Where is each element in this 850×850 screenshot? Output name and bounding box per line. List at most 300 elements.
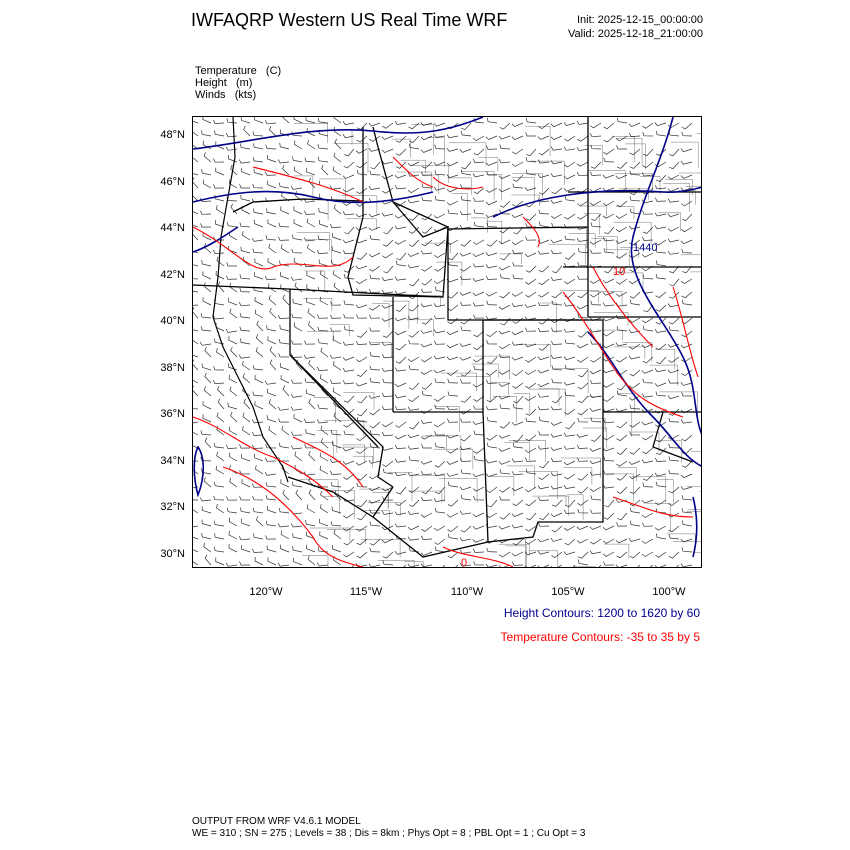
wind-barb	[461, 435, 471, 441]
wind-barb	[334, 117, 341, 123]
wind-barb	[669, 552, 679, 558]
wind-barb	[656, 292, 666, 298]
wind-barb	[525, 383, 536, 388]
wind-barb	[408, 162, 419, 166]
wind-barb	[474, 222, 484, 227]
wind-barb	[343, 121, 354, 124]
wind-barb	[642, 513, 653, 518]
wind-barb	[590, 380, 601, 384]
county-line	[665, 179, 692, 195]
wind-barb	[564, 485, 575, 488]
county-line	[471, 218, 488, 233]
wind-barb	[591, 162, 601, 168]
wind-barb	[513, 370, 524, 376]
wind-barb	[447, 473, 458, 476]
wind-barb	[243, 361, 251, 370]
wind-barb	[240, 184, 250, 188]
wind-barb	[330, 471, 341, 475]
wind-barb	[254, 143, 264, 149]
wind-barb	[655, 226, 666, 229]
wind-barb	[656, 274, 666, 279]
wind-barb	[278, 315, 289, 319]
wind-barb	[253, 508, 263, 513]
wind-barb	[356, 341, 367, 345]
wind-barb	[370, 378, 380, 383]
wind-barb	[317, 563, 328, 567]
wind-barb	[525, 304, 536, 307]
wind-barb	[473, 303, 484, 307]
wind-barb	[292, 340, 303, 344]
wind-barb	[193, 420, 198, 424]
wind-barb	[241, 195, 250, 201]
county-line	[452, 193, 468, 221]
utah-border	[393, 320, 483, 412]
wind-barb	[333, 167, 341, 176]
wind-barb	[590, 539, 601, 544]
wind-barb	[292, 249, 302, 253]
wind-barb	[421, 420, 432, 424]
wind-barb	[435, 443, 445, 448]
wind-barb	[304, 355, 315, 358]
wind-barb	[370, 235, 380, 240]
wind-barb	[538, 551, 549, 554]
wind-barb	[448, 292, 458, 298]
wind-barb	[291, 186, 302, 190]
wind-barb	[266, 209, 276, 215]
wind-barb	[578, 370, 588, 377]
wind-barb	[487, 396, 497, 402]
wind-barb	[603, 419, 614, 423]
wind-barb	[356, 214, 367, 217]
wind-barb	[552, 301, 562, 306]
lon-label-115w: 115°W	[349, 586, 383, 598]
wind-barb	[395, 445, 406, 449]
wind-barb	[240, 327, 250, 331]
wind-barb	[243, 413, 250, 422]
wind-barb	[409, 383, 419, 390]
wind-barb	[552, 396, 562, 403]
wind-barb	[240, 288, 250, 292]
wind-barb	[382, 213, 393, 216]
wind-barb	[565, 392, 575, 396]
wind-barb	[357, 552, 367, 558]
wind-barb	[564, 188, 575, 191]
wind-barb	[473, 198, 484, 202]
wind-barb	[682, 214, 692, 221]
wind-barb	[551, 341, 562, 345]
county-line	[573, 567, 595, 568]
wind-barb	[564, 461, 575, 465]
wind-barb	[421, 563, 432, 566]
county-line	[472, 364, 499, 378]
wind-barb	[240, 144, 250, 149]
wind-barb	[681, 227, 692, 232]
temp-contour-g	[223, 467, 363, 567]
wind-barb	[421, 435, 432, 439]
wind-barb	[655, 458, 666, 462]
county-line	[425, 436, 461, 461]
wind-barb	[307, 505, 315, 514]
wind-barb	[552, 188, 562, 194]
wind-barb	[473, 474, 484, 477]
wind-barb	[512, 422, 523, 425]
wind-barb	[461, 170, 471, 175]
wind-barb	[669, 149, 679, 156]
wind-barb	[217, 413, 224, 423]
wind-barb	[383, 469, 393, 474]
wind-barb	[292, 235, 302, 240]
wind-barb	[307, 271, 315, 279]
wind-barb	[538, 565, 549, 568]
wind-barb	[278, 159, 289, 163]
wind-barb	[321, 348, 328, 357]
wind-barb	[200, 211, 211, 215]
wind-barb	[227, 508, 237, 513]
wind-barb	[307, 298, 316, 305]
wind-barb	[242, 454, 251, 461]
wind-barb	[642, 123, 653, 128]
wind-barb	[564, 552, 575, 555]
wind-barb	[512, 250, 523, 254]
wind-barb	[308, 140, 315, 149]
county-line	[663, 183, 690, 212]
wind-barb	[343, 188, 354, 192]
wind-barb	[643, 474, 653, 481]
wind-barb	[629, 318, 640, 322]
county-line	[516, 345, 551, 367]
wind-barb	[603, 396, 614, 402]
wind-barb	[383, 379, 393, 383]
wind-barb	[309, 451, 315, 461]
wind-barb	[382, 136, 393, 140]
wind-barb	[370, 548, 380, 552]
wind-barb	[447, 357, 458, 360]
wind-barb	[241, 247, 250, 253]
wind-barb	[268, 258, 276, 266]
wind-barb	[320, 504, 328, 513]
wind-barb	[577, 162, 588, 166]
lat-label-36: 36°N	[160, 408, 185, 420]
wind-barb	[538, 486, 549, 489]
wind-barb	[369, 253, 380, 257]
wind-barb	[292, 482, 302, 487]
wind-barb	[357, 123, 367, 129]
wind-barb	[603, 279, 614, 283]
wind-barb	[370, 171, 380, 175]
wind-barb	[357, 315, 368, 319]
wind-barb	[202, 130, 212, 136]
wind-barb	[421, 136, 432, 140]
wind-barb	[577, 445, 588, 449]
wind-barb	[229, 531, 237, 539]
wind-barb	[409, 365, 419, 370]
wind-barb	[255, 401, 263, 409]
wind-barb	[193, 260, 198, 266]
wind-barb	[617, 162, 627, 168]
wind-barb	[306, 168, 315, 175]
wind-barb	[281, 375, 289, 383]
county-line	[598, 237, 618, 259]
wind-barb	[603, 149, 614, 154]
wind-barb	[293, 156, 303, 162]
wind-barb	[460, 458, 471, 462]
wind-barb	[309, 490, 315, 500]
wind-barb	[343, 513, 354, 518]
wind-barb	[322, 165, 328, 175]
wind-barb	[486, 253, 497, 256]
county-line	[342, 196, 377, 216]
temp-contour-j	[433, 177, 483, 189]
wind-barb	[669, 565, 679, 568]
wind-barb	[332, 507, 341, 514]
wind-barb	[681, 382, 692, 385]
wind-barb	[434, 422, 445, 427]
wind-barb	[538, 446, 549, 449]
wa-or-border	[233, 199, 363, 212]
county-line	[590, 291, 622, 305]
wind-barb	[460, 292, 471, 295]
wind-barb	[279, 353, 289, 357]
state-boundaries	[193, 117, 702, 557]
wind-barb	[551, 447, 562, 450]
wind-barb	[643, 227, 653, 234]
wind-barb	[564, 409, 575, 414]
wind-barb	[448, 500, 458, 506]
wind-barb	[253, 249, 263, 253]
wind-barb	[512, 552, 523, 556]
wind-barb	[370, 275, 380, 279]
wind-barb	[216, 271, 224, 279]
wind-barb	[682, 495, 692, 500]
wind-barb	[320, 466, 328, 474]
wind-barb	[193, 178, 198, 188]
wind-barb	[370, 352, 380, 357]
wind-barb	[334, 413, 341, 423]
wind-barb	[525, 458, 536, 462]
wind-barb	[332, 233, 341, 240]
wind-barb	[395, 524, 406, 528]
wind-barb	[266, 145, 276, 149]
wind-barb	[604, 562, 615, 566]
wind-barb	[255, 557, 263, 565]
wind-barb	[603, 175, 614, 178]
wind-barb	[577, 147, 588, 150]
wind-barb	[294, 414, 302, 422]
wind-barb	[330, 224, 341, 228]
wind-barb	[267, 546, 276, 553]
wind-barb	[435, 508, 445, 513]
county-line	[338, 447, 374, 462]
wind-barb	[539, 188, 549, 194]
lat-label-32: 32°N	[160, 501, 185, 513]
wind-barb	[539, 474, 550, 480]
wind-barb	[551, 277, 562, 280]
county-line	[531, 161, 565, 185]
wind-barbs	[193, 117, 692, 568]
wind-barb	[230, 309, 237, 318]
lat-label-40: 40°N	[160, 315, 185, 327]
county-lines	[293, 123, 702, 568]
wind-barb	[513, 318, 524, 324]
wind-barb	[629, 383, 640, 388]
wind-barb	[318, 144, 328, 149]
wind-barb	[603, 237, 614, 241]
wind-barb	[395, 331, 406, 335]
wind-barb	[193, 325, 198, 331]
wind-barb	[474, 315, 485, 319]
wind-barb	[344, 314, 354, 318]
wind-barb	[343, 448, 354, 451]
wind-barb	[668, 199, 679, 203]
wind-barb	[193, 308, 198, 318]
wind-barb	[280, 325, 289, 331]
wind-barb	[539, 417, 549, 422]
wind-barb	[630, 196, 640, 201]
wind-barb	[203, 117, 211, 123]
wind-barb	[334, 283, 341, 292]
wind-barb	[643, 326, 653, 331]
wind-barb	[265, 276, 276, 280]
wind-barb	[486, 370, 497, 375]
wind-barb	[486, 265, 497, 268]
wind-barb	[577, 121, 588, 124]
pacific-coastline	[213, 117, 288, 482]
wind-barb	[193, 532, 198, 539]
wind-barb	[343, 422, 354, 427]
wind-barb	[643, 379, 653, 383]
weather-map	[193, 117, 702, 568]
wind-barb	[499, 448, 510, 451]
wind-barb	[552, 366, 562, 371]
valid-time: Valid: 2025-12-18_21:00:00	[568, 28, 703, 40]
wind-barb	[422, 279, 432, 285]
wind-barb	[317, 250, 328, 254]
wind-barb	[193, 127, 198, 136]
wind-barb	[552, 552, 563, 558]
lat-label-46: 46°N	[160, 176, 185, 188]
wind-barb	[538, 523, 549, 527]
wind-barb	[231, 204, 237, 214]
wind-barb	[630, 370, 640, 376]
wind-barb	[357, 331, 367, 337]
wind-barb	[421, 357, 432, 362]
wind-barb	[499, 344, 510, 349]
wind-barb	[642, 394, 653, 398]
wind-barb	[229, 544, 237, 552]
wind-barb	[395, 472, 406, 475]
wind-barb	[422, 227, 432, 233]
wind-barb	[525, 448, 536, 453]
wind-barb	[308, 556, 315, 565]
wind-barb	[473, 253, 484, 257]
wind-barb	[474, 496, 484, 500]
wind-barb	[369, 289, 380, 293]
wind-barb	[616, 279, 627, 284]
wind-barb	[306, 389, 315, 396]
wind-barb	[603, 214, 614, 218]
wind-barb	[525, 253, 536, 257]
wind-barb	[421, 149, 432, 153]
wind-barb	[369, 395, 380, 398]
wind-barb	[240, 274, 250, 279]
wind-barb	[255, 454, 263, 461]
wind-barb	[565, 565, 575, 568]
county-line	[293, 199, 328, 220]
wind-barb	[564, 162, 575, 167]
wind-barb	[253, 392, 263, 396]
wind-barb	[682, 249, 692, 253]
wind-barb	[434, 341, 445, 345]
wind-barb	[193, 117, 198, 123]
wind-barb	[356, 383, 367, 386]
wind-barb	[642, 370, 653, 373]
wind-barb	[268, 557, 276, 565]
wind-barb	[512, 459, 523, 463]
wind-barb	[434, 498, 445, 501]
wind-barb	[681, 474, 692, 478]
wind-barb	[681, 420, 692, 424]
wind-barb	[669, 418, 679, 422]
ca-nv-diagonal	[290, 355, 378, 447]
wind-barb	[205, 555, 211, 565]
county-line	[324, 490, 355, 518]
wind-barb	[448, 552, 458, 558]
footer-line-1: OUTPUT FROM WRF V4.6.1 MODEL	[192, 816, 361, 827]
wind-barb	[512, 357, 523, 360]
county-line	[604, 412, 632, 437]
wind-barb	[447, 188, 458, 192]
wind-barb	[655, 500, 666, 505]
lon-label-110w: 110°W	[450, 586, 484, 598]
temp-contour-b	[193, 227, 353, 269]
wind-barb	[320, 297, 328, 305]
wind-barb	[448, 565, 458, 568]
wind-barb	[333, 336, 341, 344]
wind-barb	[551, 136, 562, 140]
wind-barb	[512, 383, 523, 388]
wind-barb	[331, 302, 342, 306]
wind-barb	[357, 162, 367, 168]
field-winds: Winds (kts)	[195, 89, 257, 101]
wind-barb	[422, 444, 433, 448]
wind-barb	[565, 422, 575, 429]
wind-barb	[283, 165, 290, 175]
wind-barb	[357, 500, 367, 507]
temp-contour-k	[523, 217, 539, 247]
wind-barb	[630, 508, 640, 513]
wind-barb	[486, 487, 497, 493]
wind-barb	[409, 331, 419, 337]
wind-barb	[447, 370, 458, 375]
wind-barb	[369, 186, 380, 189]
wind-barb	[396, 500, 407, 506]
wind-barb	[682, 521, 692, 526]
wind-barb	[656, 131, 666, 136]
county-line	[342, 445, 365, 463]
wind-barb	[408, 253, 419, 257]
wind-barb	[512, 162, 523, 167]
wind-barb	[539, 431, 550, 435]
wind-barb	[434, 214, 445, 218]
wind-barb	[538, 174, 549, 177]
wind-barb	[473, 278, 484, 281]
wind-barb	[682, 547, 692, 552]
wind-barb	[291, 277, 302, 281]
wind-barb	[278, 237, 289, 241]
county-line	[439, 478, 477, 502]
wind-barb	[668, 214, 679, 217]
wind-barb	[487, 500, 497, 507]
